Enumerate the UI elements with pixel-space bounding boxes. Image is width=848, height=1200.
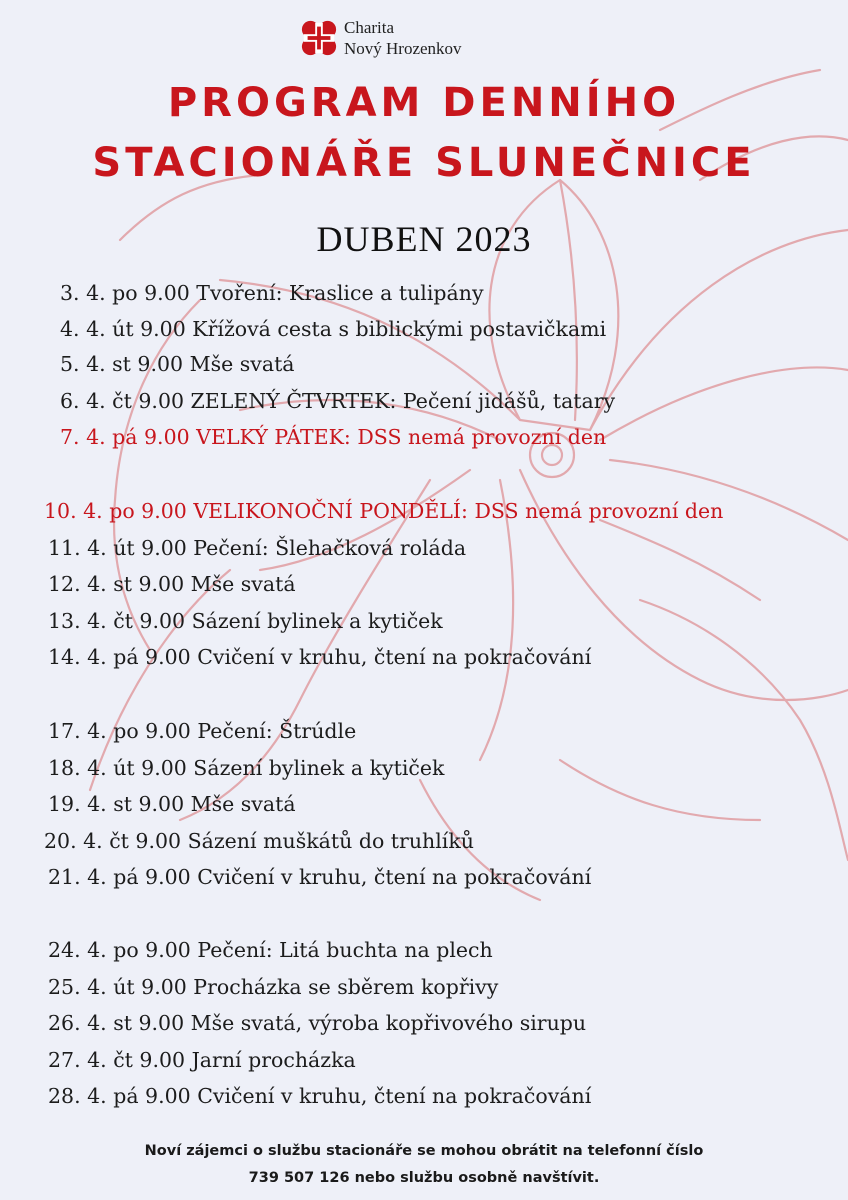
schedule-row: 17. 4. po 9.00 Pečení: Štrúdle [48, 719, 357, 743]
schedule-row: 21. 4. pá 9.00 Cvičení v kruhu, čtení na pokračování [48, 865, 592, 889]
footer-line-2: 739 507 126 nebo službu osobně navštívit. [248, 1170, 600, 1186]
schedule-row: 6. 4. čt 9.00 ZELENÝ ČTVRTEK: Pečení jidášů, tatary [60, 389, 616, 413]
schedule-row: 12. 4. st 9.00 Mše svatá [48, 572, 296, 596]
charita-logo [300, 12, 462, 64]
schedule-row: 13. 4. čt 9.00 Sázení bylinek a kytiček [48, 609, 443, 633]
logo-line-2: Nový Hrozenkov [344, 39, 462, 58]
logo-text [344, 17, 462, 59]
schedule-row: 14. 4. pá 9.00 Cvičení v kruhu, čtení na pokračování [48, 645, 592, 669]
schedule-row: 3. 4. po 9.00 Tvoření: Kraslice a tulipány [60, 281, 484, 305]
schedule-row-holiday: 10. 4. po 9.00 VELIKONOČNÍ PONDĚLÍ: DSS nemá provozní den [44, 499, 724, 523]
footer-line-1: Noví zájemci o službu stacionáře se mohou obrátit na telefonní číslo [144, 1143, 704, 1159]
schedule-row: 27. 4. čt 9.00 Jarní procházka [48, 1048, 356, 1072]
schedule-row: 4. 4. út 9.00 Křížová cesta s biblickými postavičkami [60, 317, 607, 341]
schedule-row: 26. 4. st 9.00 Mše svatá, výroba kopřivového sirupu [48, 1011, 587, 1035]
schedule-row: 24. 4. po 9.00 Pečení: Litá buchta na plech [48, 938, 493, 962]
charita-cross-icon [300, 19, 338, 57]
schedule-row: 20. 4. čt 9.00 Sázení muškátů do truhlíků [44, 829, 474, 853]
month-heading: DUBEN 2023 [316, 219, 532, 259]
schedule-row: 18. 4. út 9.00 Sázení bylinek a kytiček [48, 756, 445, 780]
schedule-row: 28. 4. pá 9.00 Cvičení v kruhu, čtení na pokračování [48, 1084, 592, 1108]
schedule-row: 19. 4. st 9.00 Mše svatá [48, 792, 296, 816]
page-title-line-1: PROGRAM DENNÍHO [167, 80, 681, 126]
schedule-row: 25. 4. út 9.00 Procházka se sběrem kopřivy [48, 975, 499, 999]
page-title-line-2: STACIONÁŘE SLUNEČNICE [92, 140, 756, 186]
schedule-row: 5. 4. st 9.00 Mše svatá [60, 352, 295, 376]
schedule-row: 11. 4. út 9.00 Pečení: Šlehačková roláda [48, 536, 467, 560]
contact-footer [0, 1138, 848, 1192]
schedule-row-holiday: 7. 4. pá 9.00 VELKÝ PÁTEK: DSS nemá provozní den [60, 425, 607, 449]
logo-line-1: Charita [344, 18, 395, 37]
